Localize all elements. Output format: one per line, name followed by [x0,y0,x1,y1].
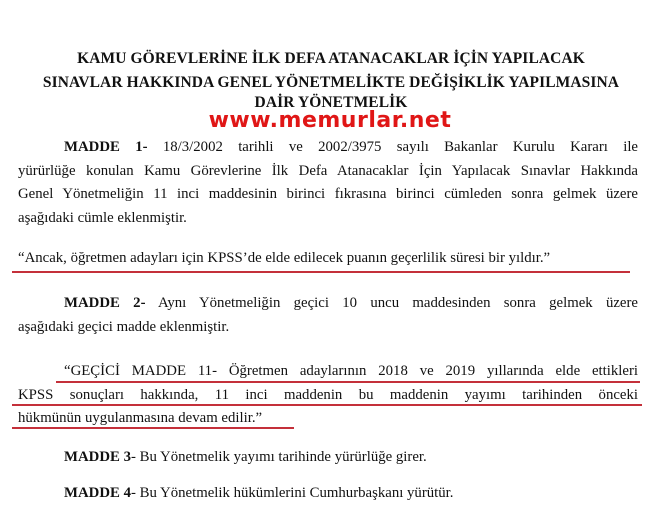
madde-3-paragraph [64,446,634,470]
madde-3-line [64,446,634,470]
madde-2-line-2: aşağıdaki geçici madde eklenmiştir. [18,318,230,335]
document-title-line-2: SINAVLAR HAKKINDA GENEL YÖNETMELİKTE DEĞİŞİKLİK YAPILMASINA [42,74,620,91]
document-title-line-1: KAMU GÖREVLERİNE İLK DEFA ATANACAKLAR İÇİN YAPILACAK [77,50,585,67]
madde-1-line-3: Genel Yönetmeliğin 11 inci maddesinin birinci fıkrasına birinci cümleden sonra gelmek üzere [18,186,638,202]
madde-2-text-1: Aynı Yönetmeliğin geçici 10 uncu maddesinden sonra gelmek üzere [145,295,638,311]
madde-4-line [64,482,634,506]
madde-1-line-1 [18,136,638,160]
madde-4-label: MADDE 4 [64,485,131,501]
madde-2-label: MADDE 2- [64,295,146,311]
madde-4-paragraph [64,482,634,506]
quote-2-underline-3 [12,427,294,429]
quote-2-line-1: “GEÇİCİ MADDE 11- Öğretmen adaylarının 2018 ve 2019 yıllarında elde ettikleri [64,363,638,379]
madde-1-paragraph [18,136,638,230]
madde-1-label: MADDE 1- [64,139,148,155]
madde-3-label: MADDE 3 [64,449,131,465]
watermark: www.memurlar.net [208,108,452,133]
quote-2 [18,360,638,431]
quote-2-line-2: KPSS sonuçları hakkında, 11 inci maddenin bu maddenin yayımı tarihinden önceki [18,386,638,403]
madde-1-line-2: yürürlüğe konulan Kamu Görevlerine İlk Defa Atanacaklar İçin Yapılacak Sınavlar Hakkında [18,162,638,179]
document-title-line-3: DAİR YÖNETMELİK [254,94,408,111]
quote-2-underline-1 [56,381,640,383]
madde-1-text-1: 18/3/2002 tarihli ve 2002/3975 sayılı Bakanlar Kurulu Kararı ile [147,139,638,155]
quote-1 [18,247,638,271]
madde-1-line-4: aşağıdaki cümle eklenmiştir. [18,209,187,226]
madde-3-text: - Bu Yönetmelik yayımı tarihinde yürürlüğe girer. [131,449,427,465]
madde-2-line-1 [18,292,638,316]
madde-2-paragraph [18,292,638,339]
quote-1-line: “Ancak, öğretmen adayları için KPSS’de elde edilecek puanın geçerlilik süresi bir yıldır.” [18,250,551,266]
quote-2-line-3: hükmünün uygulanmasına devam edilir.” [18,410,263,426]
quote-2-underline-2 [12,404,642,406]
madde-4-text: - Bu Yönetmelik hükümlerini Cumhurbaşkanı yürütür. [131,485,454,501]
quote-1-underline [12,271,630,273]
